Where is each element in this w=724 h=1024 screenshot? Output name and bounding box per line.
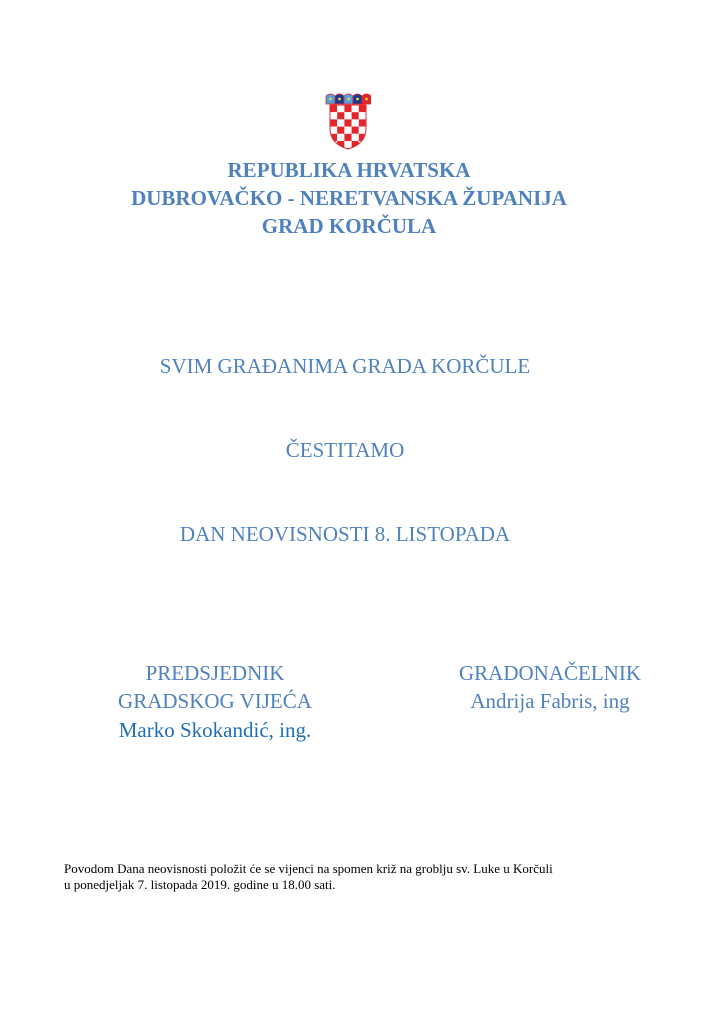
occasion-line: DAN NEOVISNOSTI 8. LISTOPADA bbox=[179, 522, 511, 546]
coat-shield bbox=[330, 105, 366, 150]
shield-square bbox=[344, 105, 351, 112]
shield-square bbox=[337, 112, 344, 119]
shield-square bbox=[337, 105, 344, 112]
note-line-2: u ponedjeljak 7. listopada 2019. godine u 18.00 sati. bbox=[64, 877, 336, 892]
header-county: DUBROVAČKO - NERETVANSKA ŽUPANIJA bbox=[131, 186, 567, 210]
shield-square bbox=[330, 119, 337, 126]
shield-square bbox=[330, 112, 337, 119]
shield-square bbox=[359, 148, 366, 150]
shield-square bbox=[359, 105, 366, 112]
shield-square bbox=[330, 148, 337, 150]
shield-square bbox=[359, 119, 366, 126]
shield-square bbox=[352, 134, 359, 141]
shield-square bbox=[344, 127, 351, 134]
crown-dot bbox=[347, 98, 350, 101]
crown-dot bbox=[365, 98, 368, 101]
shield-square bbox=[337, 148, 344, 150]
crown-dot bbox=[356, 98, 359, 101]
signature-right-name: Andrija Fabris, ing bbox=[470, 689, 630, 713]
shield-square bbox=[352, 105, 359, 112]
signature-left-role-line1: PREDSJEDNIK bbox=[145, 661, 285, 685]
croatian-coat-of-arms-icon bbox=[325, 92, 371, 150]
crown-dot bbox=[329, 98, 332, 101]
shield-square bbox=[344, 141, 351, 148]
shield-square bbox=[337, 119, 344, 126]
shield-square bbox=[359, 127, 366, 134]
shield-square bbox=[359, 112, 366, 119]
signature-left-name: Marko Skokandić, ing. bbox=[118, 718, 312, 742]
shield-square bbox=[352, 119, 359, 126]
coat-crown bbox=[326, 94, 371, 104]
crown-dot bbox=[338, 98, 341, 101]
shield-square bbox=[330, 141, 337, 148]
congrats-line: ČESTITAMO bbox=[285, 438, 405, 462]
shield-square bbox=[344, 134, 351, 141]
signature-left-role-line2: GRADSKOG VIJEĆA bbox=[118, 689, 312, 713]
shield-square bbox=[359, 141, 366, 148]
shield-square bbox=[344, 119, 351, 126]
shield-square bbox=[337, 127, 344, 134]
greeting-line: SVIM GRAĐANIMA GRADA KORČULE bbox=[159, 354, 531, 378]
shield-square bbox=[352, 112, 359, 119]
shield-square bbox=[344, 112, 351, 119]
header-city: GRAD KORČULA bbox=[261, 214, 437, 238]
note-line-1: Povodom Dana neovisnosti položit će se vijenci na spomen križ na groblju sv. Luke u Korčuli bbox=[64, 861, 553, 876]
shield-square bbox=[352, 127, 359, 134]
header-country: REPUBLIKA HRVATSKA bbox=[227, 158, 471, 182]
shield-square bbox=[330, 105, 337, 112]
shield-square bbox=[330, 127, 337, 134]
shield-square bbox=[337, 134, 344, 141]
signature-right-role: GRADONAČELNIK bbox=[459, 661, 641, 685]
shield-square bbox=[352, 148, 359, 150]
